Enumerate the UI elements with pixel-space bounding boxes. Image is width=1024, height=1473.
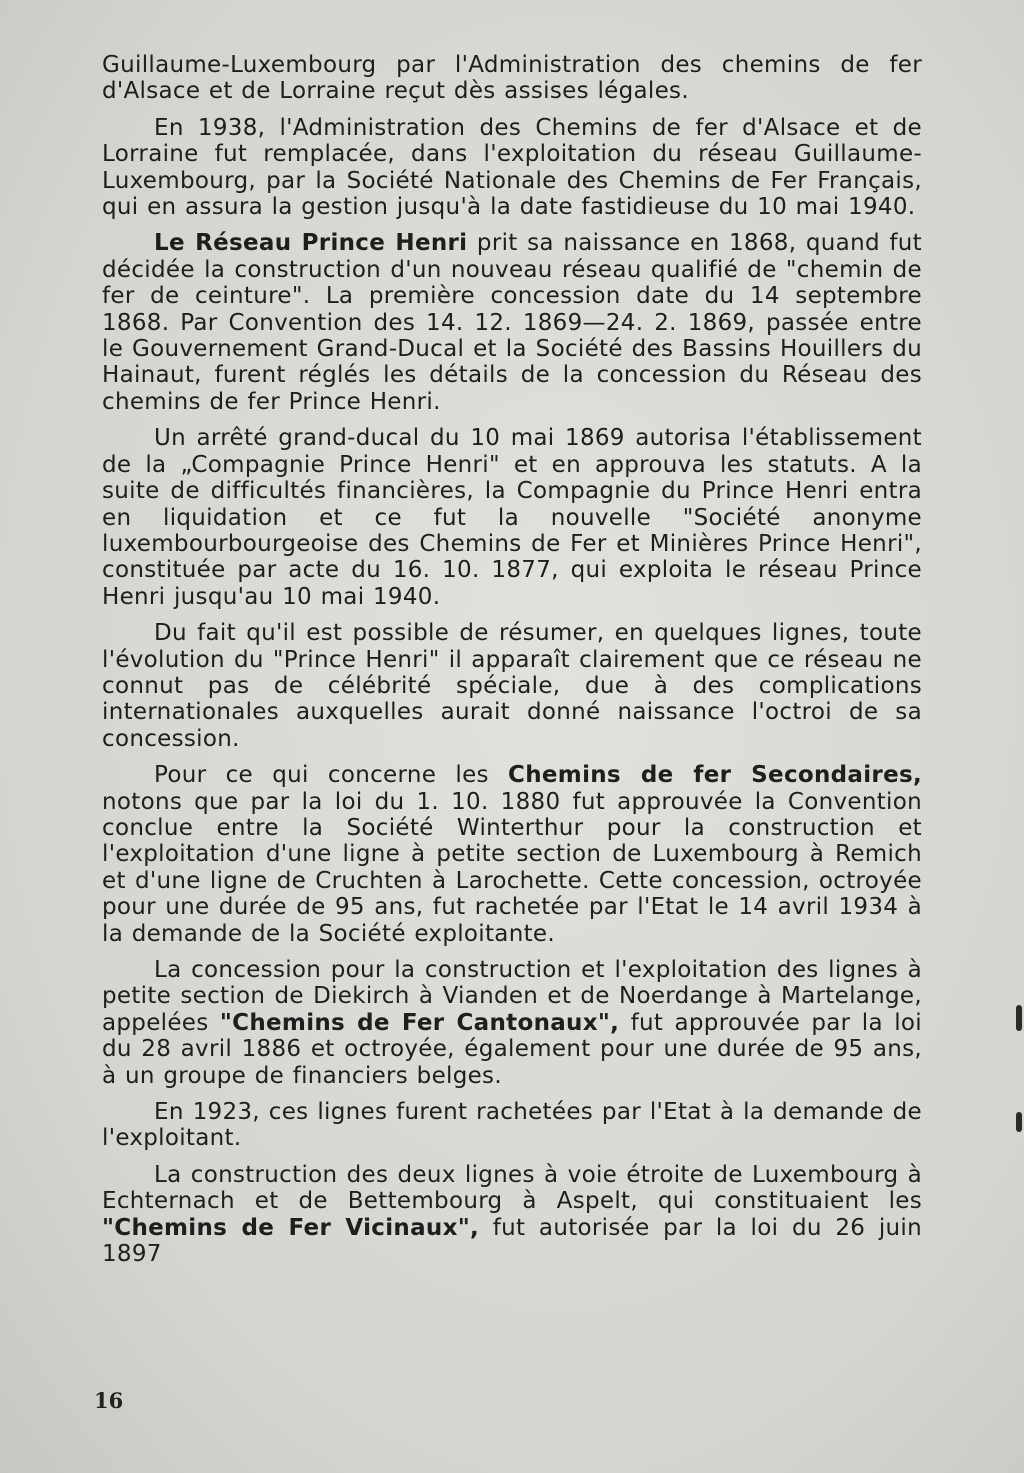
paragraph bbox=[102, 52, 922, 105]
paragraph bbox=[102, 1099, 922, 1152]
paragraph-text: Un arrêté grand-ducal du 10 mai 1869 autorisa l'établissement de la „Compagnie Prince Henri" et en approuva les statuts. A la suite de difficultés financières, la Compagnie du Prince Henri entra en liquidation et ce fut la nouvelle "Société anonyme luxembourbourgeoise des Chemins de Fer et Minières Prince Henri", constituée par acte du 16. 10. 1877, qui exploita le réseau Prince Henri jusqu'au 10 mai 1940. bbox=[102, 425, 922, 610]
paragraph-text: La construction des deux lignes à voie étroite de Luxembourg à Echternach et de Bettembourg à Aspelt, qui constituaient les bbox=[102, 1161, 922, 1215]
paragraph bbox=[102, 425, 922, 610]
paragraph-text: Pour ce qui concerne les bbox=[154, 762, 509, 789]
paragraph-text: prit sa naissance en 1868, quand fut décidée la construction d'un nouveau réseau qualifié de "chemin de fer de ceinture". La première concession date du 14 septembre 1868. Par Convention des 14. 12. 1869—24. 2. 1869, passée entre le Gouvernement Grand-Ducal et la Société des Bassins Houillers du Hainaut, furent réglés les détails de la concession du Réseau des chemins de fer Prince Henri. bbox=[102, 230, 923, 415]
paragraph-text: Guillaume-Luxembourg par l'Administration des chemins de fer d'Alsace et de Lorraine reçut dès assises légales. bbox=[102, 52, 922, 105]
paragraph-text: fut autorisée par la loi du 26 juin 1897 bbox=[102, 1214, 922, 1268]
paragraph-text: En 1923, ces lignes furent rachetées par l'Etat à la demande de l'exploitant. bbox=[102, 1099, 922, 1152]
binding-mark bbox=[1016, 1112, 1022, 1132]
paragraph-text: Du fait qu'il est possible de résumer, en quelques lignes, toute l'évolution du "Prince Henri" il apparaît clairement que ce réseau ne connut pas de célébrité spéciale, due à des complications internationales auxquelles aurait donné naissance l'octroi de sa concession. bbox=[102, 620, 922, 752]
binding-mark bbox=[1016, 1005, 1022, 1031]
body-text bbox=[102, 52, 922, 1277]
bold-heading-text: Chemins de fer Secondaires, bbox=[508, 762, 922, 789]
bold-heading-text: Le Réseau Prince Henri bbox=[154, 230, 468, 257]
page-number: 16 bbox=[94, 1388, 124, 1413]
paragraph bbox=[102, 1162, 922, 1268]
paragraph bbox=[102, 620, 922, 752]
paragraph bbox=[102, 957, 922, 1089]
paragraph-text: La concession pour la construction et l'exploitation des lignes à petite section de Diekirch à Vianden et de Noerdange à Martelange, appelées bbox=[102, 957, 922, 1036]
paragraph bbox=[102, 115, 922, 221]
paragraph-text: En 1938, l'Administration des Chemins de fer d'Alsace et de Lorraine fut remplacée, dans l'exploitation du réseau Guillaume-Luxembourg, par la Société Nationale des Chemins de Fer Français, qui en assura la gestion jusqu'à la date fastidieuse du 10 mai 1940. bbox=[102, 114, 922, 221]
paragraph bbox=[102, 230, 922, 415]
paragraph-text: notons que par la loi du 1. 10. 1880 fut approuvée la Convention conclue entre la Société Winterthur pour la construction et l'exploitation d'une ligne à petite section de Luxembourg à Remich et d'une ligne de Cruchten à Larochette. Cette concession, octroyée pour une durée de 95 ans, fut rachetée par l'Etat le 14 avril 1934 à la demande de la Société exploitante. bbox=[102, 788, 922, 947]
paragraph-text: fut approuvée par la loi du 28 avril 1886 et octroyée, également pour une durée de 95 ans, à un groupe de financiers belges. bbox=[102, 1009, 922, 1089]
bold-heading-text: "Chemins de Fer Cantonaux", bbox=[219, 1009, 620, 1036]
bold-heading-text: "Chemins de Fer Vicinaux", bbox=[102, 1214, 480, 1241]
paragraph bbox=[102, 762, 922, 947]
